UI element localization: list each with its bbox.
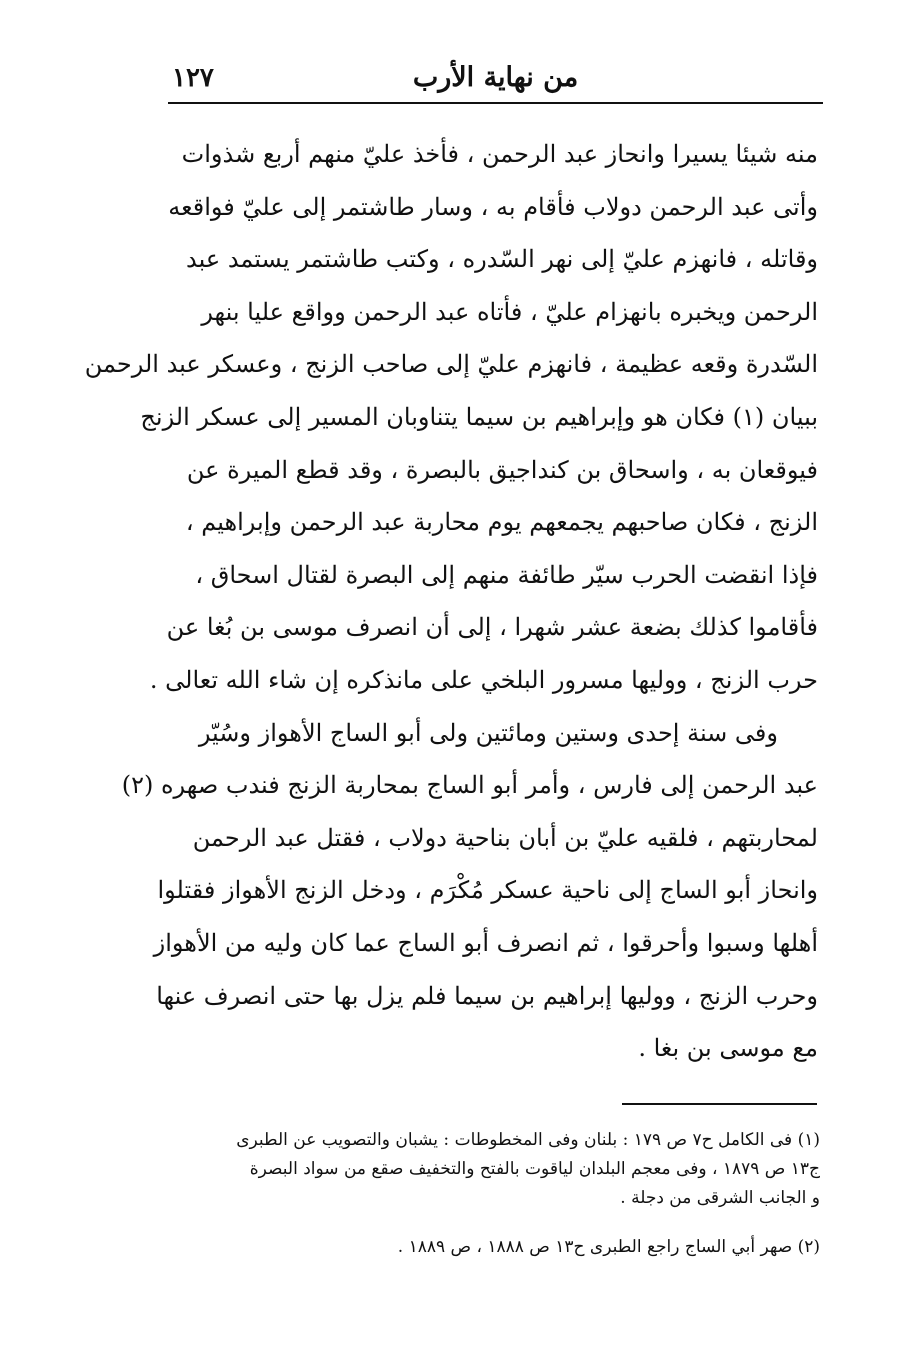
- footnote-rule: [622, 1103, 817, 1105]
- text-line: مع موسى بن بغا .: [638, 1034, 818, 1063]
- text-line: فإذا انقضت الحرب سيّر طائفة منهم إلى البصرة لقتال اسحاق ،: [195, 560, 818, 589]
- footnotes: [160, 1126, 820, 1262]
- text-line: وحرب الزنج ، ووليها إبراهيم بن سيما فلم يزل بها حتى انصرف عنها: [156, 981, 818, 1010]
- paragraph-start-line: وفى سنة إحدى وستين ومائتين ولى أبو الساج الأهواز وسُيّر: [198, 718, 778, 747]
- text-line: عبد الرحمن إلى فارس ، وأمر أبو الساج بمحاربة الزنج فندب صهره (٢): [121, 771, 818, 800]
- main-text: [84, 128, 818, 1075]
- footnote-1-line: ج١٣ ص ١٨٧٩ ، وفى معجم البلدان لياقوت بالفتح والتخفيف صقع من سواد البصرة: [249, 1159, 820, 1179]
- text-line: الزنج ، فكان صاحبهم يجمعهم يوم محاربة عبد الرحمن وإبراهيم ،: [185, 508, 818, 537]
- page-header: [168, 60, 823, 100]
- text-line: فيوقعان به ، واسحاق بن كنداجيق بالبصرة ، وقد قطع الميرة عن: [186, 455, 818, 484]
- text-line: وقاتله ، فانهزم عليّ إلى نهر السّدره ، وكتب طاشتمر يستمد عبد: [186, 245, 818, 274]
- text-line: فأقاموا كذلك بضعة عشر شهرا ، إلى أن انصرف موسى بن بُغا عن: [166, 613, 818, 642]
- footnote-2: (٢) صهر أبي الساج راجع الطبرى ح١٣ ص ١٨٨٨ ، ص ١٨٨٩ .: [397, 1237, 820, 1257]
- text-line: حرب الزنج ، ووليها مسرور البلخي على مانذكره إن شاء الله تعالى .: [149, 665, 818, 694]
- running-title: من نهاية الأرب: [412, 62, 579, 93]
- page-number: ١٢٧: [172, 63, 214, 93]
- text-line: لمحاربتهم ، فلقيه عليّ بن أبان بناحية دولاب ، فقتل عبد الرحمن: [192, 823, 818, 852]
- text-line: ببيان (١) فكان هو وإبراهيم بن سيما يتناوبان المسير إلى عسكر الزنج: [140, 402, 818, 431]
- footnote-1-line: و الجانب الشرقى من دجلة .: [620, 1188, 820, 1208]
- text-line: وأتى عبد الرحمن دولاب فأقام به ، وسار طاشتمر إلى عليّ فواقعه: [168, 192, 818, 221]
- text-line: الرحمن ويخبره بانهزام عليّ ، فأتاه عبد الرحمن وواقع عليا بنهر: [201, 297, 818, 326]
- text-line: السّدرة وقعه عظيمة ، فانهزم عليّ إلى صاحب الزنج ، وعسكر عبد الرحمن: [84, 350, 818, 379]
- text-line: أهلها وسبوا وأحرقوا ، ثم انصرف أبو الساج عما كان وليه من الأهواز: [153, 928, 818, 957]
- footnote-1-line: (١) فى الكامل ح٧ ص ١٧٩ : بلنان وفى المخطوطات : يشبان والتصويب عن الطبرى: [236, 1130, 820, 1150]
- header-rule: [168, 102, 823, 104]
- text-line: وانحاز أبو الساج إلى ناحية عسكر مُكْرَم ، ودخل الزنج الأهواز فقتلوا: [157, 876, 818, 905]
- text-line: منه شيئا يسيرا وانحاز عبد الرحمن ، فأخذ عليّ منهم أربع شذوات: [181, 140, 818, 168]
